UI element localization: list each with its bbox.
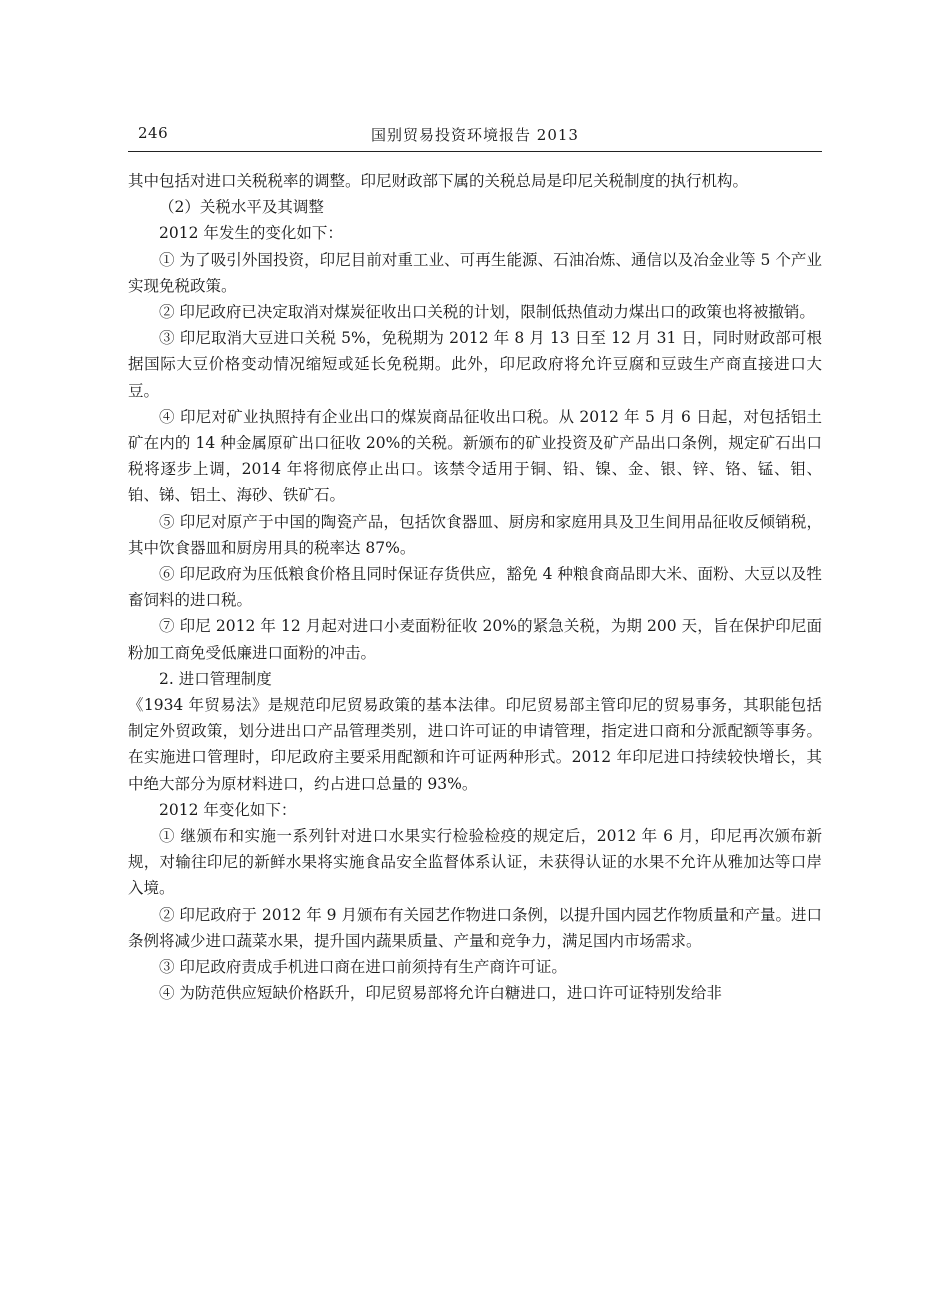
- paragraph: ⑦ 印尼 2012 年 12 月起对进口小麦面粉征收 20%的紧急关税，为期 200 天，旨在保护印尼面粉加工商免受低廉进口面粉的冲击。: [128, 617, 822, 662]
- page-number: 246: [138, 124, 169, 142]
- paragraph: ③ 印尼政府责成手机进口商在进口前须持有生产商许可证。: [159, 958, 567, 977]
- running-title: 国别贸易投资环境报告 2013: [371, 126, 579, 144]
- header-rule: [128, 151, 822, 152]
- paragraph: ① 继颁布和实施一系列针对进口水果实行检验检疫的规定后，2012 年 6 月，印尼再次颁布新规，对输往印尼的新鲜水果将实施食品安全监督体系认证，未获得认证的水果不允许从雅加达等口岸入境。: [128, 827, 822, 898]
- page-header: [128, 120, 822, 150]
- section-heading: 2. 进口管理制度: [159, 669, 272, 688]
- paragraph: 2012 年变化如下：: [159, 800, 297, 819]
- paragraph: 《1934 年贸易法》是规范印尼贸易政策的基本法律。印尼贸易部主管印尼的贸易事务，其职能包括制定外贸政策，划分进出口产品管理类别，进口许可证的申请管理，指定进口商和分派配额等事务。在实施进口管理时，印尼政府主要采用配额和许可证两种形式。2012 年印尼进口持续较快增长，其中绝大部分为原材料进口，约占进口总量的 93%。: [128, 696, 822, 793]
- paragraph: ⑥ 印尼政府为压低粮食价格且同时保证存货供应，豁免 4 种粮食商品即大米、面粉、大豆以及牲畜饲料的进口税。: [128, 565, 822, 610]
- paragraph: ① 为了吸引外国投资，印尼目前对重工业、可再生能源、石油冶炼、通信以及冶金业等 5 个产业实现免税政策。: [128, 250, 822, 295]
- paragraph: ⑤ 印尼对原产于中国的陶瓷产品，包括饮食器皿、厨房和家庭用具及卫生间用品征收反倾销税，其中饮食器皿和厨房用具的税率达 87%。: [128, 512, 822, 557]
- paragraph: ④ 印尼对矿业执照持有企业出口的煤炭商品征收出口税。从 2012 年 5 月 6 日起，对包括铝土矿在内的 14 种金属原矿出口征收 20%的关税。新颁布的矿业投资及矿产品出口条例，规定矿石出口税将逐步上调，2014 年将彻底停止出口。该禁令适用于铜、铅、镍、金、银、锌、铬、锰、钼、铂、锑、铝土、海砂、铁矿石。: [128, 407, 822, 505]
- paragraph: （2）关税水平及其调整: [159, 198, 324, 217]
- document-page: [128, 120, 822, 1003]
- body-text: [128, 168, 822, 1007]
- paragraph: ② 印尼政府于 2012 年 9 月颁布有关园艺作物进口条例，以提升国内园艺作物质量和产量。进口条例将减少进口蔬菜水果，提升国内蔬果质量、产量和竞争力，满足国内市场需求。: [128, 905, 822, 950]
- paragraph: ④ 为防范供应短缺价格跃升，印尼贸易部将允许白糖进口，进口许可证特别发给非: [159, 984, 722, 1003]
- paragraph: ② 印尼政府已决定取消对煤炭征收出口关税的计划，限制低热值动力煤出口的政策也将被撤销。: [159, 303, 815, 322]
- paragraph: 2012 年发生的变化如下：: [159, 224, 343, 243]
- paragraph: 其中包括对进口关税税率的调整。印尼财政部下属的关税总局是印尼关税制度的执行机构。: [128, 172, 749, 190]
- paragraph: ③ 印尼取消大豆进口关税 5%，免税期为 2012 年 8 月 13 日至 12 月 31 日，同时财政部可根据国际大豆价格变动情况缩短或延长免税期。此外，印尼政府将允许豆腐和豆豉生产商直接进口大豆。: [128, 329, 822, 400]
